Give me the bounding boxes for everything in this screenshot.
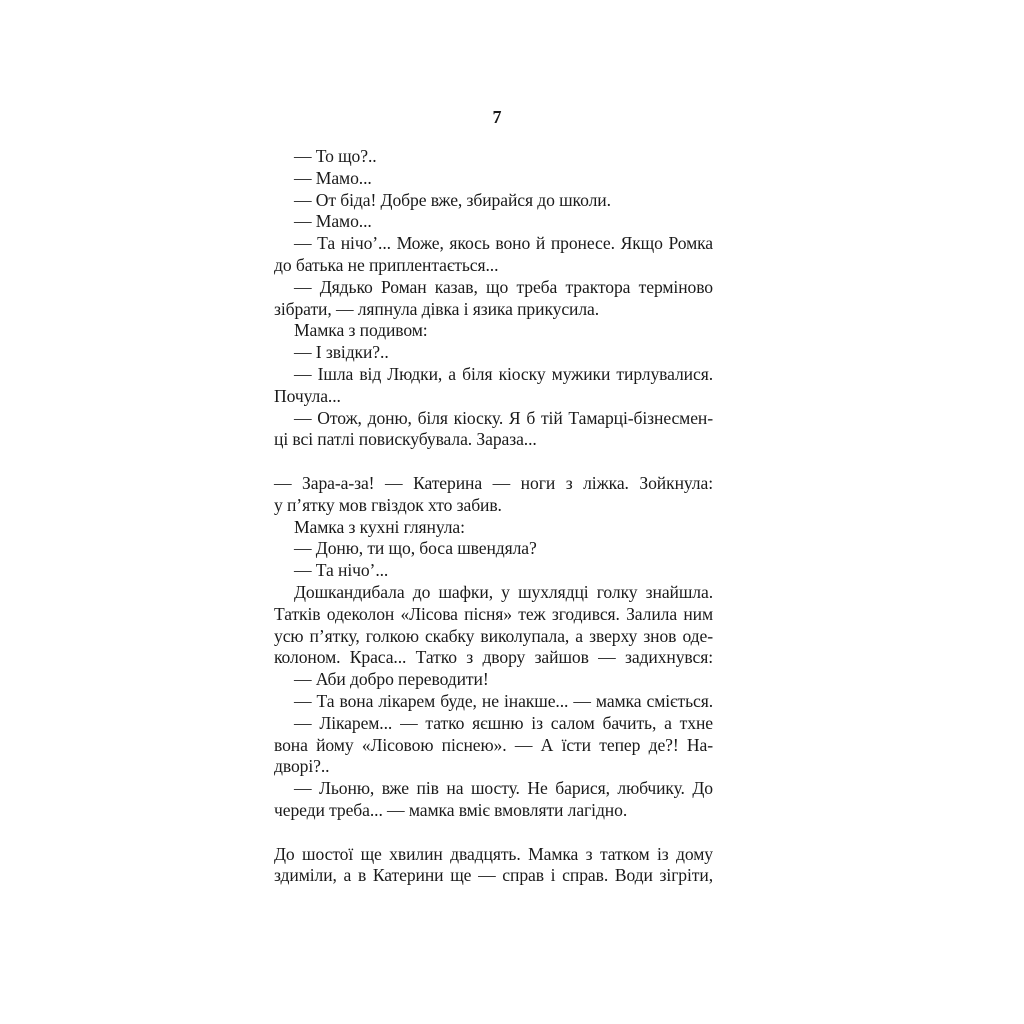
text-line: — Аби добро переводити! [294,669,489,690]
text-line: — Ішла від Людки, а біля кіоску мужики тирлувалися. [294,363,713,384]
text-line: — От біда! Добре вже, збирайся до школи. [294,189,611,210]
text-line: — Та нічо’... [294,560,389,581]
text-line: у п’ятку мов гвіздок хто забив. [274,494,502,515]
text-line: — Лікарем... — татко яєшню із салом бачить, а тхне [294,712,713,733]
text-line: дворі?.. [274,756,330,777]
text-line: Почула... [274,385,341,406]
blank-line [274,451,713,473]
text-line: вона йому «Лісовою піснею». — А їсти тепер де?! На- [274,734,713,755]
text-line: усю п’ятку, голкою скабку виколупала, а зверху знов оде- [274,625,713,646]
page-number: 7 [492,107,502,127]
text-line: — І звідки?.. [294,342,389,363]
text-line: здиміли, а в Катерини ще — справ і справ. Води зігріти, [274,865,713,886]
text-line: — Мамо... [294,211,372,232]
text-line: череди треба... — мамка вміє вмовляти лагідно. [274,799,628,820]
text-line: колоном. Краса... Татко з двору зайшов — задихнувся: [274,647,713,668]
text-line: — Мамо... [294,167,372,188]
text-line: Мамка з подивом: [294,320,428,341]
text-line: — Та вона лікарем буде, не інакше... — мамка сміється. [294,690,713,711]
text-line: — Дядько Роман казав, що треба трактора терміново [294,276,713,297]
text-line: — Льоню, вже пів на шосту. Не барися, любчику. До [294,778,713,799]
text-line: — Зара-а-за! — Катерина — ноги з ліжка. Зойкнула: [274,472,713,493]
text-line: — Отож, доню, біля кіоску. Я б тій Тамарці-бізнесмен- [294,407,713,428]
body-text [274,146,713,887]
text-line: — Та нічо’... Може, якось воно й пронесе. Якщо Ромка [294,233,713,254]
blank-line [274,822,713,844]
text-line: Дошкандибала до шафки, у шухлядці голку знайшла. [294,581,713,602]
text-line: — То що?.. [294,146,377,166]
text-line: До шостої ще хвилин двадцять. Мамка з татком із дому [274,843,713,864]
text-line: — Доню, ти що, боса швендяла? [294,538,537,559]
text-line: ці всі патлі повискубувала. Зараза... [274,429,537,450]
text-line: Татків одеколон «Лісова пісня» теж згодився. Залила ним [274,603,713,624]
text-line: Мамка з кухні глянула: [294,516,465,537]
text-line: зібрати, — ляпнула дівка і язика прикусила. [274,298,600,319]
text-line: до батька не приплентається... [274,254,499,275]
